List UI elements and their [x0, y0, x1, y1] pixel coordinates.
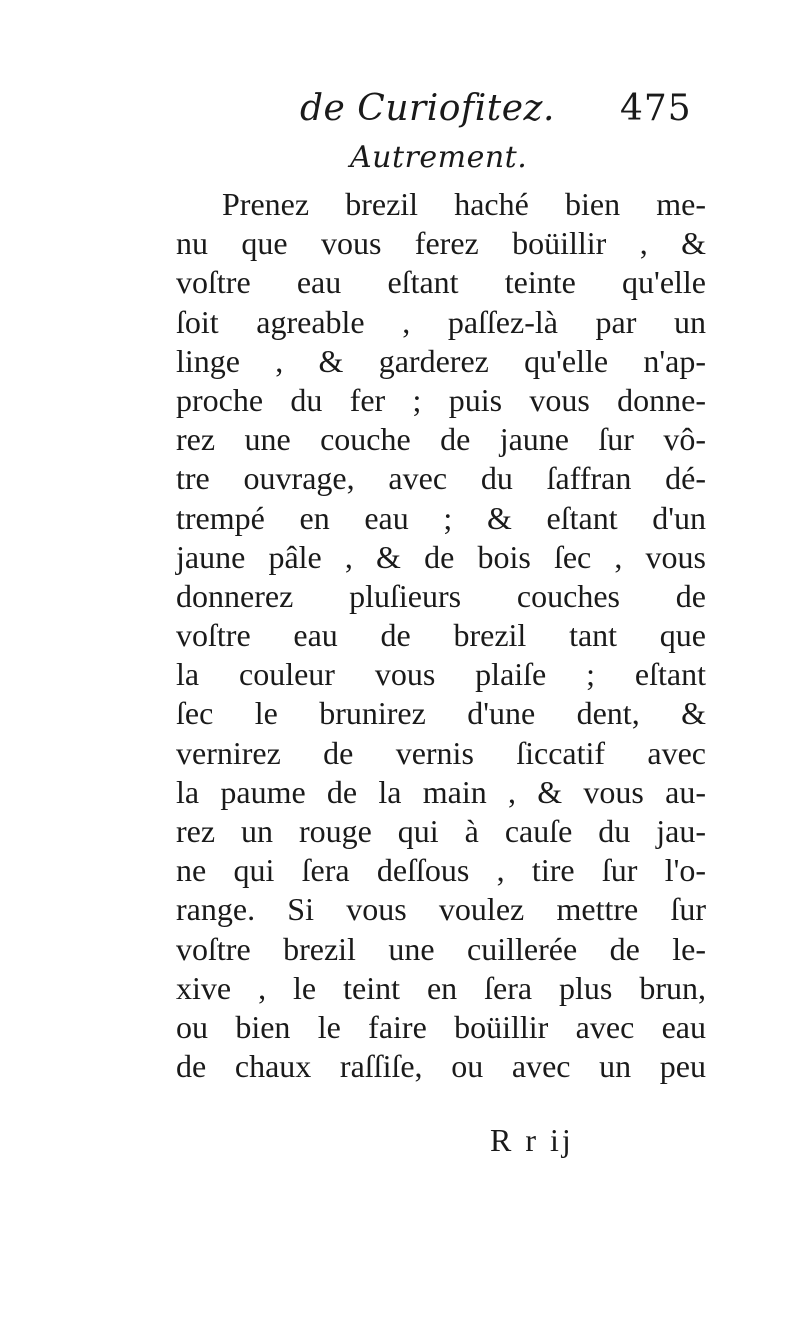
section-title: Autrement. [350, 140, 528, 175]
text-line: Prenez brezil haché bien me- [222, 186, 706, 222]
text-line: donnerez pluſieurs couches de [176, 577, 706, 614]
text-line: ou bien le faire boüillir avec eau [176, 1008, 706, 1045]
text-line: ne qui ſera deſſous , tire ſur l'o- [176, 852, 706, 889]
running-head: de Curiofitez. [300, 88, 555, 129]
text-line: tre ouvrage, avec du ſaffran dé- [176, 460, 706, 497]
text-line: ſec le brunirez d'une dent, & [176, 695, 706, 732]
text-line: la paume de la main , & vous au- [176, 773, 706, 810]
text-line: vernirez de vernis ſiccatif avec [176, 734, 706, 771]
text-line: xive , le teint en ſera plus brun, [176, 969, 706, 1006]
text-line: rez un rouge qui à cauſe du jau- [176, 813, 706, 849]
text-line: la couleur vous plaiſe ; eſtant [176, 656, 706, 693]
text-line: jaune pâle , & de bois ſec , vous [176, 538, 706, 575]
catchword-signature: R r ij [490, 1122, 574, 1158]
text-line: de chaux raſſiſe, ou avec un peu [176, 1048, 706, 1085]
text-line: linge , & garderez qu'elle n'ap- [176, 342, 706, 379]
text-line: rez une couche de jaune ſur vô- [176, 421, 706, 458]
text-line: voſtre brezil une cuillerée de le- [176, 930, 706, 967]
text-line: range. Si vous voulez mettre ſur [176, 891, 706, 928]
text-line: nu que vous ferez boüillir , & [176, 225, 706, 262]
text-line: voſtre eau de brezil tant que [176, 617, 706, 654]
text-line: proche du fer ; puis vous donne- [176, 381, 706, 418]
text-line: ſoit agreable , paſſez-là par un [176, 303, 706, 340]
text-line: trempé en eau ; & eſtant d'un [176, 499, 706, 536]
page-number: 475 [620, 88, 692, 129]
text-line: voſtre eau eſtant teinte qu'elle [176, 264, 706, 301]
body-text [176, 185, 706, 1086]
